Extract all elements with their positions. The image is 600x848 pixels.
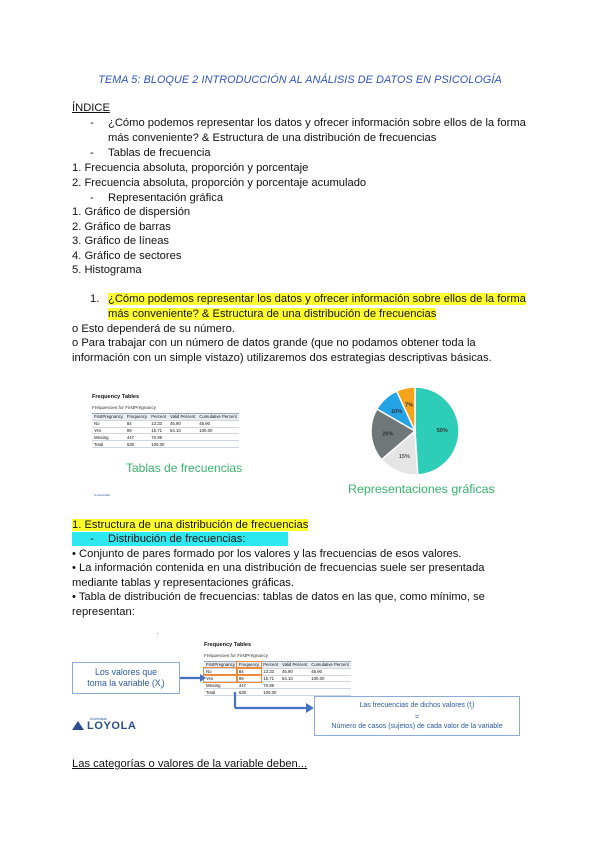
table-cell: 45.90 xyxy=(197,420,239,427)
index-item-2: Tablas de frecuencia xyxy=(108,147,211,159)
table-cell: 100.00 xyxy=(197,427,239,434)
table-cell: No xyxy=(204,668,237,675)
figure1-frequency-table xyxy=(92,394,239,448)
table-cell: No xyxy=(92,420,125,427)
index-item-1-line1: ¿Cómo podemos representar los datos y ofrecer información sobre ellos de la forma xyxy=(108,117,526,129)
index-item-3: Representación gráfica xyxy=(108,192,224,204)
table-cell: 100.00 xyxy=(261,689,280,696)
table-header: Valid Percent xyxy=(170,414,196,420)
section2-heading: 1. Estructura de una distribución de frecuencias xyxy=(72,519,309,531)
freq-box-line2: Número de casos (sujetos) de cada valor de la variable xyxy=(331,723,503,731)
table-cell: 100.00 xyxy=(309,675,351,682)
table-cell: 630 xyxy=(125,441,149,448)
table-cell: Yes xyxy=(204,675,237,682)
loyola-logo-text: LOYOLA xyxy=(87,720,137,732)
freq-box-sub: i xyxy=(471,705,473,711)
figure1-pie-chart xyxy=(340,385,540,485)
section2-bullet2-line2: mediante tablas y representaciones gráficas. xyxy=(72,577,295,589)
table-header: Cumulative Percent xyxy=(199,414,237,420)
figure2-table-subtitle: Frequencies for FirstPregnancy xyxy=(204,653,269,658)
index-sub-a2: 2. Frecuencia absoluta, proporción y porcentaje acumulado xyxy=(72,177,367,189)
table-header: Valid Percent xyxy=(282,662,308,668)
arrow-left-head xyxy=(200,674,206,682)
section1-number: 1. xyxy=(90,293,100,305)
figure2-arrows xyxy=(180,670,330,720)
section1-p2-line1: o Para trabajar con un número de datos grande (que no podamos obtener toda la xyxy=(72,337,476,349)
table-cell: Yes xyxy=(92,427,125,434)
table-cell: 54.10 xyxy=(280,675,309,682)
table-header: Frequency xyxy=(238,662,260,668)
table-cell: 84 xyxy=(125,420,149,427)
index-dash-3: - xyxy=(90,192,94,204)
values-box-end: ) xyxy=(161,678,165,688)
table-cell: Missing xyxy=(92,434,125,441)
table-cell xyxy=(168,434,197,441)
section2-bullet3-line2: representan: xyxy=(72,606,135,618)
index-sub-b4: 4. Gráfico de sectores xyxy=(72,250,182,262)
values-box-line1: Los valores que xyxy=(94,667,158,677)
section2-subheading: Distribución de frecuencias: xyxy=(108,533,246,545)
figure1-table-title: Frequency Tables xyxy=(92,394,140,400)
section1-heading-line1: ¿Cómo podemos representar los datos y ofrecer información sobre ellos de la forma xyxy=(108,293,526,305)
table-header: Frequency xyxy=(126,414,148,420)
table-header-row xyxy=(204,662,351,669)
section2-bullet2-line1: • La información contenida en una distribución de frecuencias suele ser presentada xyxy=(72,562,485,574)
table-header: Cumulative Percent xyxy=(311,662,349,668)
table-cell: 54.10 xyxy=(168,427,197,434)
table-cell xyxy=(168,441,197,448)
table-cell: 15.71 xyxy=(149,427,168,434)
loyola-logo xyxy=(72,720,136,732)
table-header: Percent xyxy=(263,662,279,668)
index-sub-b5: 5. Histograma xyxy=(72,264,142,276)
table-header: Percent xyxy=(151,414,167,420)
figure1-caption-left: Tablas de frecuencias xyxy=(126,461,243,475)
table-cell: 45.90 xyxy=(168,420,197,427)
figure1-table xyxy=(92,413,239,448)
table-cell: Total xyxy=(92,441,125,448)
index-sub-b1: 1. Gráfico de dispersión xyxy=(72,206,191,218)
figure2-logo-small: Universidad xyxy=(90,717,107,721)
table-cell xyxy=(197,434,239,441)
table-cell: 99 xyxy=(237,675,261,682)
table-row xyxy=(92,420,239,427)
table-cell: Total xyxy=(204,689,237,696)
freq-box-end: ) xyxy=(472,702,475,709)
table-cell xyxy=(197,441,239,448)
index-sub-b3: 3. Gráfico de líneas xyxy=(72,235,170,247)
table-cell: 84 xyxy=(237,668,261,675)
table-cell: 45.90 xyxy=(309,668,351,675)
table-header-row xyxy=(92,414,239,421)
table-row xyxy=(92,441,239,448)
table-cell: Missing xyxy=(204,682,237,689)
index-dash-2: - xyxy=(90,147,94,159)
document-title: TEMA 5: BLOQUE 2 INTRODUCCIÓN AL ANÁLISIS DE DATOS EN PSICOLOGÍA xyxy=(98,74,502,86)
table-cell: 99 xyxy=(125,427,149,434)
index-dash-1: - xyxy=(90,117,94,129)
table-cell: 630 xyxy=(237,689,261,696)
values-box-line2: toma la variable (X xyxy=(87,678,161,688)
arrow-right-head xyxy=(306,703,314,713)
table-cell: 447 xyxy=(237,682,261,689)
table-row xyxy=(92,427,239,434)
section1-p1: o Esto dependerá de su número. xyxy=(72,323,235,335)
values-box-sub: i xyxy=(160,684,162,691)
table-cell: 15.71 xyxy=(261,675,280,682)
index-sub-a1: 1. Frecuencia absoluta, proporción y porcentaje xyxy=(72,162,309,174)
section2-bullet1: • Conjunto de pares formado por los valores y las frecuencias de esos valores. xyxy=(72,548,462,560)
figure1-small-logo: Universidad xyxy=(94,493,110,497)
pie-label: 20% xyxy=(382,431,394,438)
figure2-table-title: Frequency Tables xyxy=(204,642,252,648)
section2-sub-dash: - xyxy=(90,533,94,545)
pie-label: 7% xyxy=(405,402,414,409)
pie-label: 15% xyxy=(398,454,410,461)
figure1-caption-right: Representaciones gráficas xyxy=(348,482,495,496)
figure2-values-box xyxy=(72,662,180,694)
section1-p2-line2: información con un simple vistazo) utilizaremos dos estrategias descriptivas básicas. xyxy=(72,352,492,364)
figure1-table-subtitle: Frequencies for FirstPregnancy xyxy=(92,405,157,410)
table-cell: 100.00 xyxy=(149,441,168,448)
table-cell: 45.90 xyxy=(280,668,309,675)
table-cell: 13.33 xyxy=(261,668,280,675)
freq-box-line1: Las frecuencias de dichos valores (f xyxy=(359,702,472,709)
table-row xyxy=(92,434,239,441)
index-sub-b2: 2. Gráfico de barras xyxy=(72,221,171,233)
index-heading: ÍNDICE xyxy=(72,102,110,114)
index-item-1-line2: más conveniente? & Estructura de una distribución de frecuencias xyxy=(108,132,437,144)
table-cell: 13.33 xyxy=(149,420,168,427)
table-cell: 70.95 xyxy=(261,682,280,689)
section2-bullet3-line1: • Tabla de distribución de frecuencias: tablas de datos en las que, como mínimo, se xyxy=(72,591,485,603)
table-cell: 70.95 xyxy=(149,434,168,441)
table-header: FirstPregnancy xyxy=(206,662,235,668)
figure2-dot: . xyxy=(156,626,159,637)
table-cell: 447 xyxy=(125,434,149,441)
pie-label: 10% xyxy=(391,408,403,415)
pie-label: 50% xyxy=(436,428,448,435)
section1-heading-line2: más conveniente? & Estructura de una distribución de frecuencias xyxy=(108,308,437,320)
footer-text: Las categorías o valores de la variable deben... xyxy=(72,758,308,770)
table-header: FirstPregnancy xyxy=(94,414,123,420)
figure2-frequencies-box xyxy=(314,696,520,736)
freq-box-eq: = xyxy=(414,713,420,721)
loyola-logo-icon xyxy=(72,721,84,730)
